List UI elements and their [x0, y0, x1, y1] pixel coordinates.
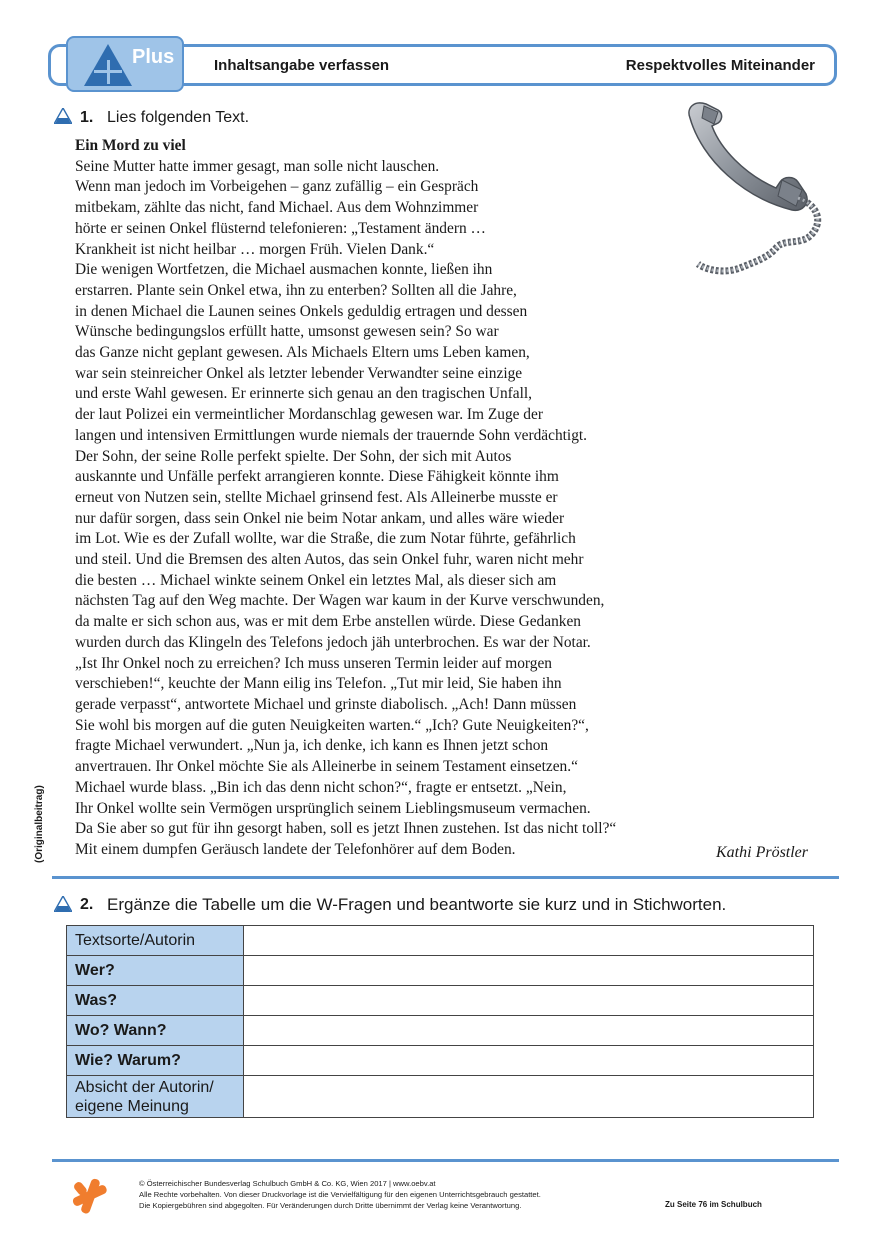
table-row	[67, 1046, 814, 1076]
story-line: auskannte und Unfälle perfekt arrangieren konnte. Diese Fähigkeit könnte ihm	[75, 468, 559, 486]
story-line: fragte Michael verwundert. „Nun ja, ich denke, ich kann es Ihnen jetzt schon	[75, 737, 549, 755]
page-reference: Zu Seite 76 im Schulbuch	[665, 1200, 762, 1209]
source-note: (Originalbeitrag)	[34, 785, 45, 863]
story-line: Michael wurde blass. „Bin ich das denn nicht schon?“, fragte er entsetzt. „Nein,	[75, 778, 567, 796]
table-row	[67, 956, 814, 986]
table-row	[67, 926, 814, 956]
story-line: mitbekam, zählte das nicht, fand Michael. Aus dem Wohnzimmer	[75, 199, 479, 217]
story-line: langen und intensiven Ermittlungen wurde niemals der trauernde Sohn verdächtigt.	[75, 426, 588, 444]
answer-cell[interactable]	[244, 1016, 814, 1046]
story-line: Krankheit ist nicht heilbar … morgen Früh. Vielen Dank.“	[75, 240, 435, 258]
row-label: Wer?	[67, 956, 244, 986]
publisher-logo-icon	[70, 1176, 110, 1216]
story-line: hörte er seinen Onkel flüsternd telefonieren: „Testament ändern …	[75, 219, 486, 237]
story-body	[75, 157, 715, 861]
story-line: Wenn man jedoch im Vorbeigehen – ganz zufällig – ein Gespräch	[75, 178, 479, 196]
table-row	[67, 1016, 814, 1046]
task-1-instruction: Lies folgenden Text.	[107, 109, 250, 126]
row-label: Textsorte/Autorin	[67, 926, 244, 956]
story-line: gerade verpasst“, antwortete Michael und grinste diabolisch. „Ach! Dann müssen	[75, 695, 577, 713]
story-line: Wünsche bedingungslos erfüllt hatte, umsonst gewesen sein? So war	[75, 323, 499, 341]
story-text	[75, 136, 715, 861]
footer-divider	[52, 1159, 839, 1162]
row-label: Wie? Warum?	[67, 1046, 244, 1076]
story-author: Kathi Pröstler	[716, 844, 809, 861]
story-line: erneut von Nutzen sein, stellte Michael grinsend fest. Als Alleinerbe musste er	[75, 488, 558, 506]
story-line: verschieben!“, keuchte der Mann eilig ins Telefon. „Tut mir leid, Sie haben ihn	[75, 675, 562, 693]
footer-line: Die Kopiergebühren sind abgegolten. Für Veränderungen durch Dritte übernimmt der Verlag keine Verantwortung.	[139, 1201, 522, 1211]
story-line: Die wenigen Wortfetzen, die Michael ausmachen konnte, ließen ihn	[75, 261, 493, 279]
story-line: Ihr Onkel wollte sein Vermögen ursprünglich seinem Lieblingsmuseum vermachen.	[75, 799, 591, 817]
story-line: Der Sohn, der seine Rolle perfekt spielte. Der Sohn, der sich mit Autos	[75, 447, 512, 465]
story-line: war sein steinreicher Onkel als letzter lebender Verwandter seine einzige	[75, 364, 523, 382]
footer-line: © Österreichischer Bundesverlag Schulbuch GmbH & Co. KG, Wien 2017 | www.oebv.at	[139, 1179, 436, 1188]
footer-line: Alle Rechte vorbehalten. Von dieser Druckvorlage ist die Vervielfältigung für den eigenen Unterrichtsgebrauch gestattet.	[139, 1190, 541, 1200]
answer-cell[interactable]	[244, 1046, 814, 1076]
task-1-number: 1.	[80, 109, 94, 126]
story-line: Mit einem dumpfen Geräusch landete der Telefonhörer auf dem Boden.	[75, 840, 516, 858]
story-line: Sie wohl bis morgen auf die guten Neuigkeiten warten.“ „Ich? Gute Neuigkeiten?“,	[75, 716, 589, 734]
answer-cell[interactable]	[244, 956, 814, 986]
row-label: Wo? Wann?	[67, 1016, 244, 1046]
story-line: da malte er sich schon aus, was er mit dem Erbe anstellen würde. Diese Gedanken	[75, 613, 582, 631]
worksheet-title: Inhaltsangabe verfassen	[214, 57, 390, 74]
logo-text: Plus	[132, 46, 175, 68]
story-line: nur dafür sorgen, dass sein Onkel nie beim Notar ankam, und alles wäre wieder	[75, 509, 565, 527]
w-questions-table	[66, 925, 814, 1118]
story-line: anvertrauen. Ihr Onkel möchte Sie als Alleinerbe in seinem Testament einsetzen.“	[75, 758, 578, 776]
story-line: nächsten Tag auf den Weg machte. Der Wagen war kaum in der Kurve verschwunden,	[75, 592, 605, 610]
difficulty-triangle-icon	[54, 108, 72, 124]
story-line: wurden durch das Klingeln des Telefons jedoch jäh unterbrochen. Es war der Notar.	[75, 633, 591, 651]
row-label-line: eigene Meinung	[75, 1097, 189, 1115]
table-row	[67, 1076, 814, 1118]
answer-cell[interactable]	[244, 986, 814, 1016]
story-line: der laut Polizei ein vermeintlicher Mordanschlag gewesen war. Im Zuge der	[75, 406, 543, 424]
story-line: die besten … Michael winkte seinem Onkel ein letztes Mal, als dieser sich am	[75, 571, 557, 589]
answer-cell[interactable]	[244, 926, 814, 956]
story-line: das Ganze nicht geplant gewesen. Als Michaels Eltern ums Leben kamen,	[75, 344, 530, 362]
story-line: und erste Wahl gewesen. Er erinnerte sich genau an den tragischen Unfall,	[75, 385, 533, 403]
story-title: Ein Mord zu viel	[75, 137, 186, 154]
table-row	[67, 986, 814, 1016]
difficulty-triangle-icon	[54, 896, 72, 912]
story-line: in denen Michael die Launen seines Onkels geduldig ertragen und dessen	[75, 302, 528, 320]
story-line: Da Sie aber so gut für ihn gesorgt haben, soll es jetzt Ihnen zustehen. Ist das nicht toll?“	[75, 820, 617, 838]
task-2-number: 2.	[80, 896, 94, 913]
logo-bar-vertical	[107, 60, 110, 84]
section-divider	[52, 876, 839, 879]
row-label-line: Absicht der Autorin/	[75, 1078, 214, 1096]
story-line: erstarren. Plante sein Onkel etwa, ihn zu enterben? Sollten all die Jahre,	[75, 281, 517, 299]
story-line: und steil. Und die Bremsen des alten Autos, das sein Onkel fuhr, waren nicht mehr	[75, 551, 584, 569]
story-line: „Ist Ihr Onkel noch zu erreichen? Ich muss unseren Termin leider auf morgen	[75, 654, 552, 672]
story-line: Seine Mutter hatte immer gesagt, man solle nicht lauschen.	[75, 157, 440, 175]
row-label	[67, 1076, 244, 1118]
story-line: im Lot. Wie es der Zufall wollte, war die Straße, die zum Notar führte, gefährlich	[75, 530, 576, 548]
plus-logo	[66, 36, 184, 92]
worksheet-topic: Respektvolles Miteinander	[625, 57, 815, 74]
task-2-instruction: Ergänze die Tabelle um die W-Fragen und beantworte sie kurz und in Stichworten.	[107, 895, 727, 914]
row-label: Was?	[67, 986, 244, 1016]
copyright-notice	[139, 1178, 541, 1212]
answer-cell[interactable]	[244, 1076, 814, 1118]
